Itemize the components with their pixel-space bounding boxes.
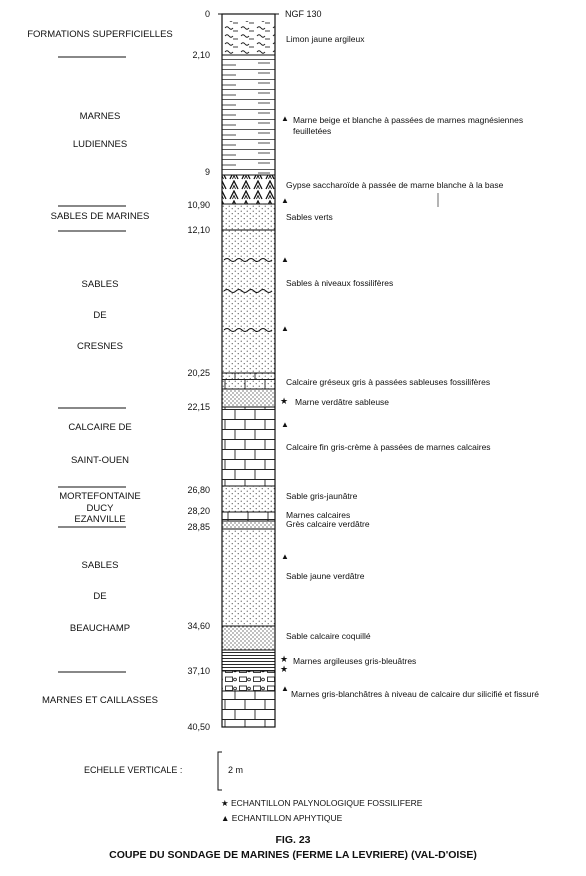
formation-name: CALCAIRE DE [68,422,132,433]
layer-description: Sable calcaire coquillé [286,631,371,641]
layer-description: Marnes gris-blanchâtres à niveau de calcaire dur silicifié et fissuré [291,689,540,699]
depth-top: 0 [204,9,210,19]
formation-name: SABLES [81,560,119,571]
layer-description: Sable gris-jaunâtre [286,491,358,501]
formation-name: CRESNES [77,341,123,352]
layer-marnes-caillasses [222,691,275,727]
depth-label: 40,50 [187,722,210,732]
layer-gres-calcaire [222,521,275,529]
formation-name: MARNES [79,111,121,122]
legend-label: ECHANTILLON PALYNOLOGIQUE FOSSILIFERE [231,798,423,808]
layer-description: Marne verdâtre sableuse [295,397,390,407]
depth-label: 22,15 [187,402,210,412]
sample-marker: ★ [280,654,289,664]
column-layers [222,21,275,727]
layer-description: Marnes calcaires [286,510,351,520]
formation-name: DUCY [86,503,114,514]
layer-gypse [222,175,275,204]
sample-marker: ▲ [281,196,289,205]
sample-marker: ★ [280,396,289,406]
depth-label: 12,10 [187,225,210,235]
legend-item [221,814,342,823]
layer-description: Sables à niveaux fossilifères [286,278,394,288]
formation-name: SAINT-OUEN [70,455,130,466]
sample-marker: ▲ [281,114,289,123]
sample-marker: ▲ [281,324,289,333]
sample-marker: ▲ [281,552,289,561]
layer-sables-verts [222,204,275,230]
scale-bar [218,752,222,790]
formation-name: DE [93,310,107,321]
layer-sable-gris-jaunatre [222,486,275,512]
scale-label: ECHELLE VERTICALE : [84,765,183,775]
datum-label: NGF 130 [285,9,322,19]
formation-name: DE [93,591,107,602]
depth-label: 26,80 [187,485,210,495]
layer-nodules [222,671,275,691]
formation-name: MORTEFONTAINE [59,491,141,502]
depth-label: 10,90 [187,200,210,210]
layer-description: feuilletées [293,126,332,136]
layer-description: Grès calcaire verdâtre [286,519,370,529]
layer-sable-jaune-verdatre [222,529,275,626]
layer-description: Sable jaune verdâtre [286,571,365,581]
layer-sables-cresnes [222,230,275,373]
depth-label: 34,60 [187,621,210,631]
layer-calcaire-greseux-dots [222,373,275,389]
formation-name: FORMATIONS SUPERFICIELLES [27,29,173,40]
legend-item [221,799,422,808]
formation-name: SABLES [81,279,119,290]
triangle-icon: ▲ [221,813,230,823]
layer-marne-verdatre [222,389,275,407]
layer-description: Limon jaune argileux [286,34,365,44]
layer-description: Marnes argileuses gris-bleuâtres [293,656,417,666]
depth-label: 2,10 [192,50,210,60]
formation-name: SABLES DE MARINES [50,211,150,222]
sample-marker: ★ [280,664,289,674]
formation-name: LUDIENNES [72,139,128,150]
depth-label: 28,85 [187,522,210,532]
layer-description: Calcaire gréseux gris à passées sableuses fossilifères [286,377,491,387]
scale-value: 2 m [228,765,244,775]
figure-number: FIG. 23 [275,834,311,846]
depth-label: 28,20 [187,506,210,516]
formation-name: EZANVILLE [74,514,126,525]
formation-name: MARNES ET CAILLASSES [42,695,158,706]
legend-label: ECHANTILLON APHYTIQUE [231,813,343,823]
layer-calcaire-saint-ouen [222,407,275,486]
sample-marker: ▲ [281,420,289,429]
depth-label: 9 [204,167,210,177]
star-icon: ★ [221,798,229,808]
layer-marnes-ludiennes [222,55,275,175]
layer-sable-calcaire-coquille [222,626,275,650]
layer-description: Calcaire fin gris-crème à passées de marnes calcaires [286,442,491,452]
figure-title: COUPE DU SONDAGE DE MARINES (FERME LA LEVRIERE) (VAL-D'OISE) [109,849,477,861]
layer-description: Marne beige et blanche à passées de marnes magnésiennes [293,115,524,125]
layer-marnes-argileuses [222,650,275,671]
layer-description: Sables verts [286,212,333,222]
depth-label: 37,10 [187,666,210,676]
sample-marker: ▲ [281,684,289,693]
depth-label: 20,25 [187,368,210,378]
sample-marker: ▲ [281,255,289,264]
layer-description: Gypse saccharoïde à passée de marne blanche à la base [286,180,504,190]
layer-marnes-calcaires [222,512,275,521]
formation-name: BEAUCHAMP [69,623,131,634]
layer-limon [222,21,275,55]
